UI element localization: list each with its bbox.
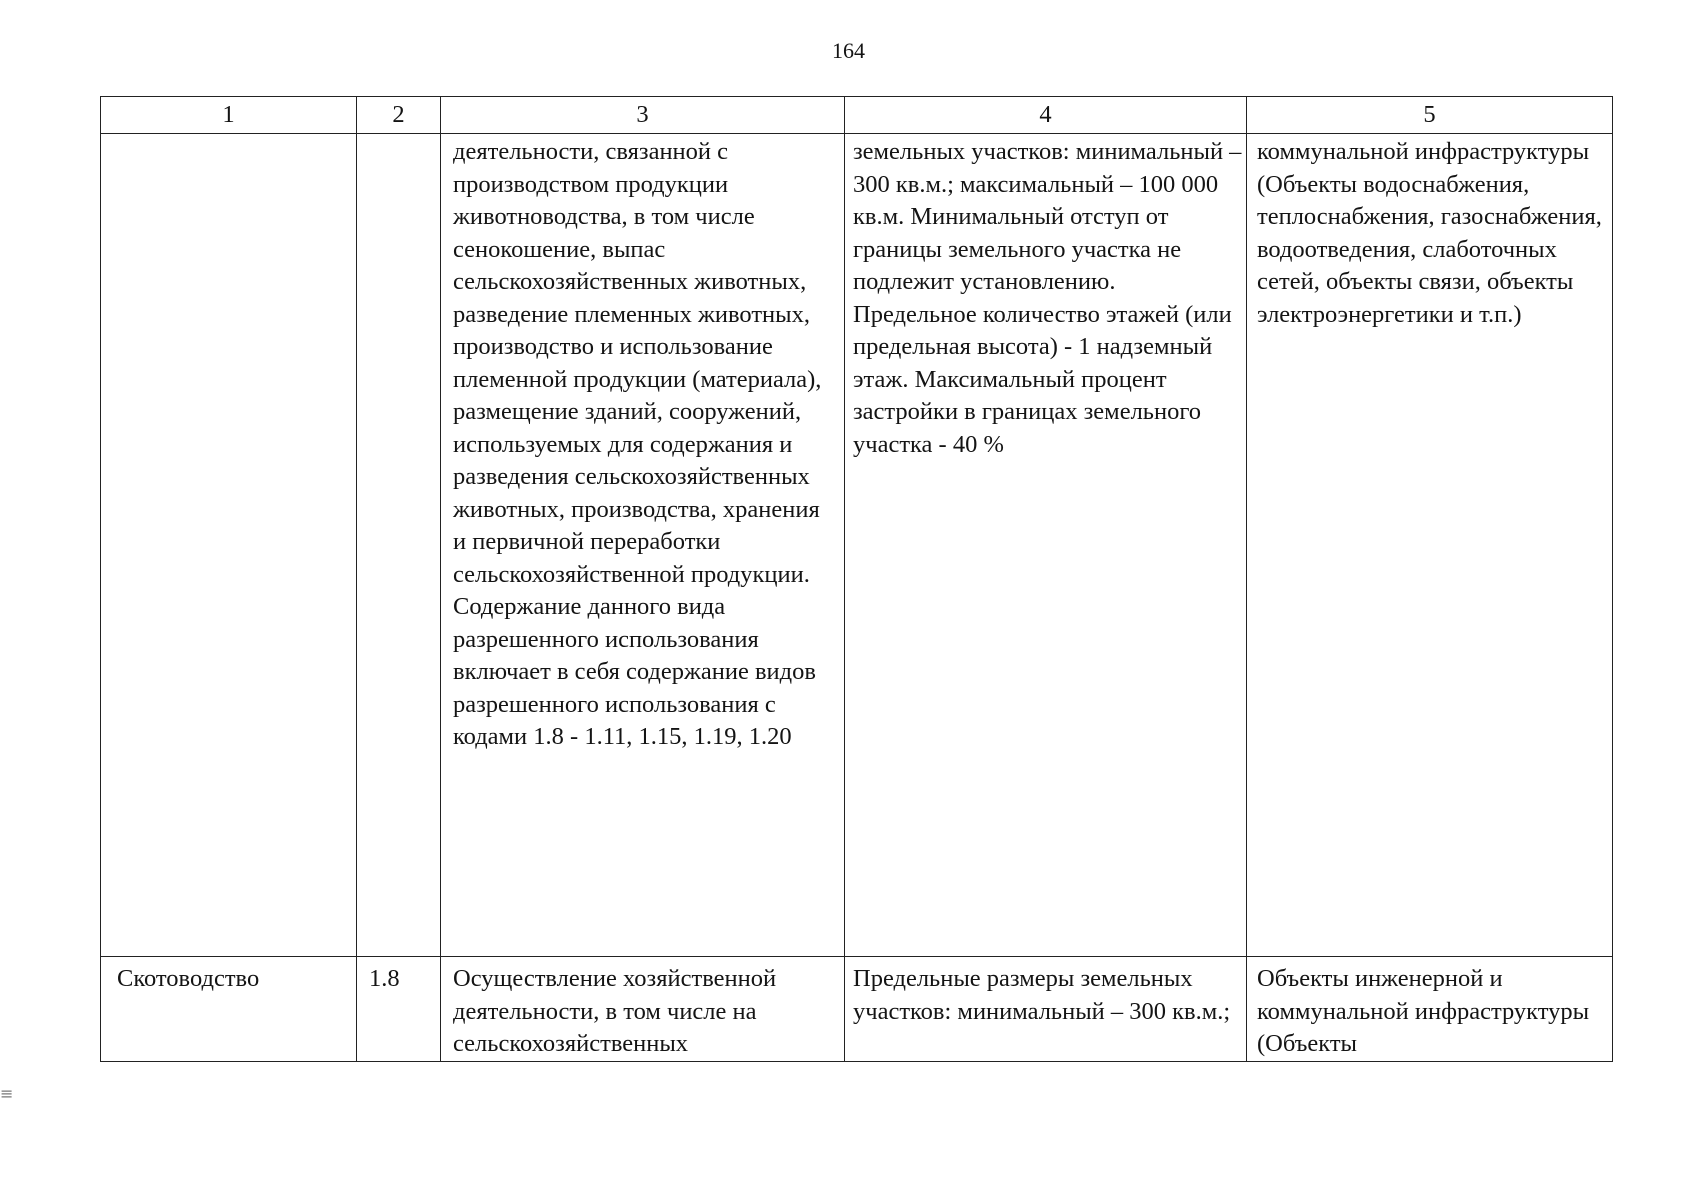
cell-infrastructure: коммунальной инфраструктуры (Объекты водоснабжения, теплоснабжения, газоснабжения, водоотведения, слаботочных сетей, объекты связи, объекты электроэнергетики и т.п.) xyxy=(1247,134,1613,957)
table-row xyxy=(101,134,1613,957)
cell-infrastructure: Объекты инженерной и коммунальной инфраструктуры (Объекты xyxy=(1247,957,1613,1062)
header-col-2: 2 xyxy=(357,97,441,134)
cell-use-code xyxy=(357,134,441,957)
header-col-3: 3 xyxy=(441,97,845,134)
cell-parameters: Предельные размеры земельных участков: минимальный – 300 кв.м.; xyxy=(845,957,1247,1062)
header-col-1: 1 xyxy=(101,97,357,134)
header-row xyxy=(101,97,1613,134)
margin-scan-mark: ≡ xyxy=(0,1084,14,1103)
cell-use-name xyxy=(101,134,357,957)
cell-use-code: 1.8 xyxy=(357,957,441,1062)
header-col-5: 5 xyxy=(1247,97,1613,134)
table-row xyxy=(101,957,1613,1062)
cell-parameters: земельных участков: минимальный – 300 кв.м.; максимальный – 100 000 кв.м. Минимальный отступ от границы земельного участка не подлежит установлению. Предельное количество этажей (или предельная высота) - 1 надземный этаж. Максимальный процент застройки в границах земельного участка - 40 % xyxy=(845,134,1247,957)
header-col-4: 4 xyxy=(845,97,1247,134)
land-use-table xyxy=(100,96,1613,1062)
cell-use-description: Осуществление хозяйственной деятельности, в том числе на сельскохозяйственных xyxy=(441,957,845,1062)
cell-use-name: Скотоводство xyxy=(101,957,357,1062)
cell-use-description: деятельности, связанной с производством продукции животноводства, в том числе сенокошение, выпас сельскохозяйственных животных, разведение племенных животных, производство и использование племенной продукции (материала), размещение зданий, сооружений, используемых для содержания и разведения сельскохозяйственных животных, производства, хранения и первичной переработки сельскохозяйственной продукции. Содержание данного вида разрешенного использования включает в себя содержание видов разрешенного использования с кодами 1.8 - 1.11, 1.15, 1.19, 1.20 xyxy=(441,134,845,957)
page-number: 164 xyxy=(832,38,865,63)
